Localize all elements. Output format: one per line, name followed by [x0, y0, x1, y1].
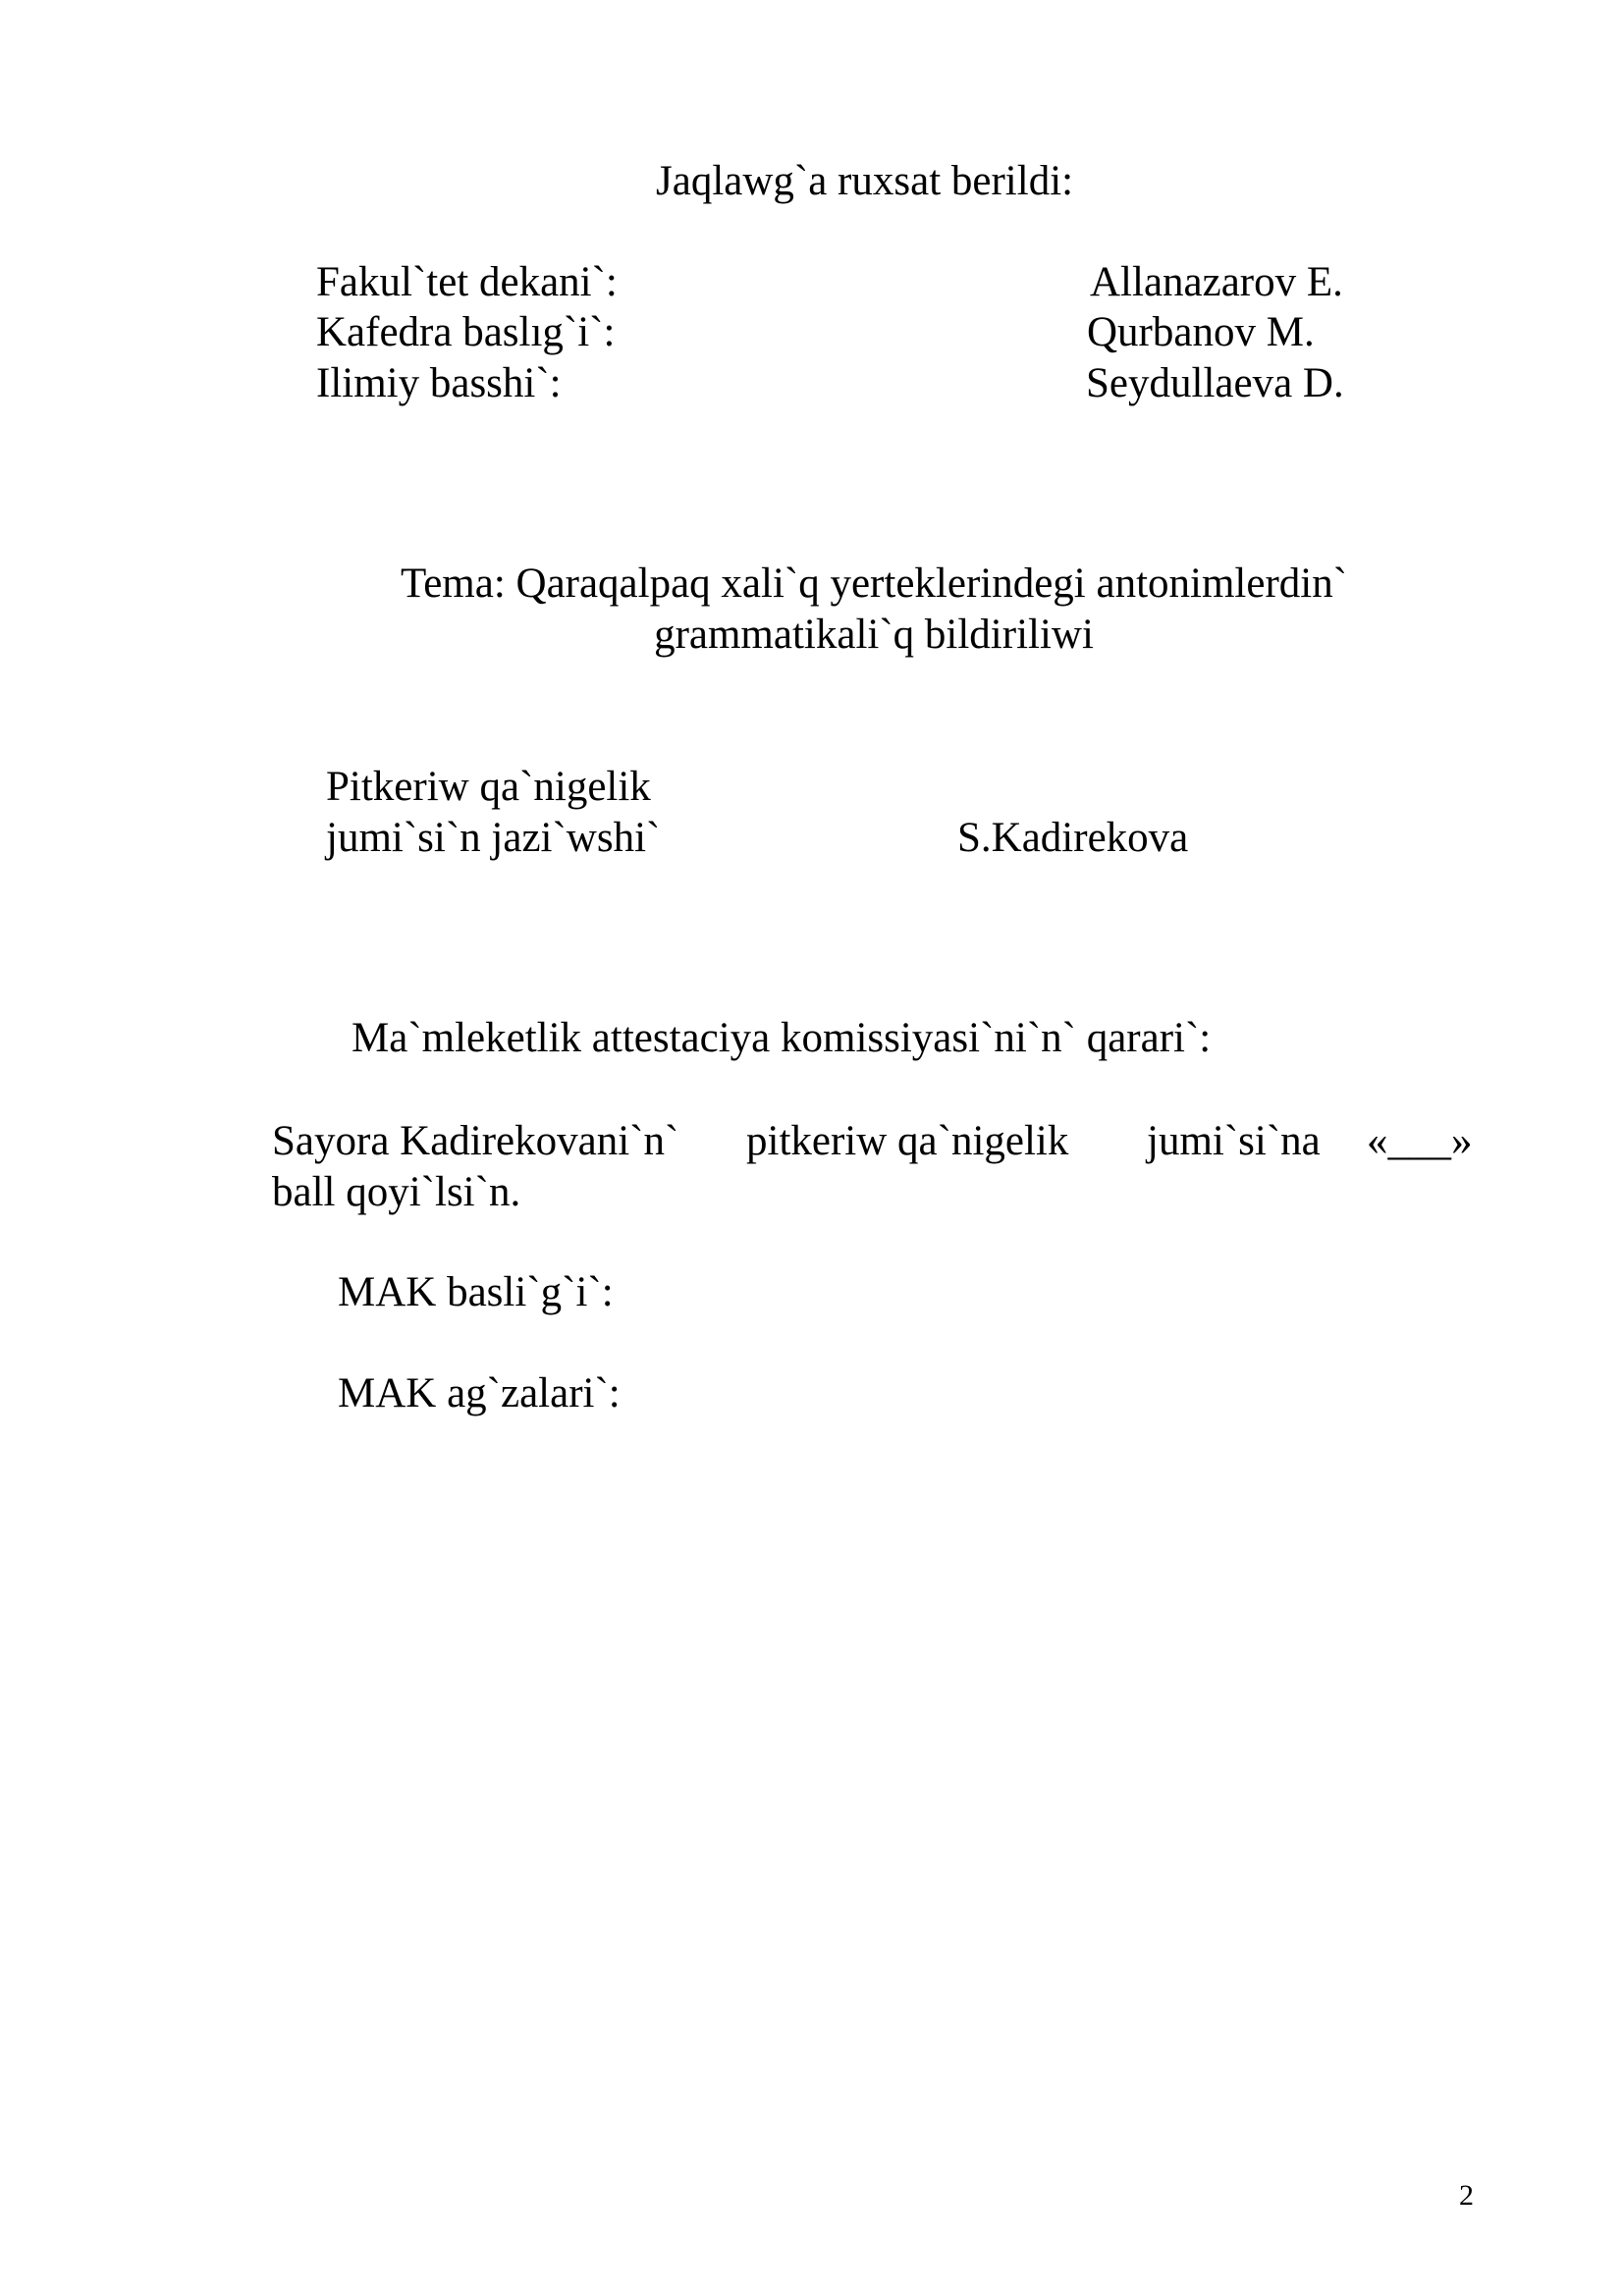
topic-line-1: Tema: Qaraqalpaq xali`q yerteklerindegi antonimlerdin`	[400, 561, 1348, 607]
commission-heading: Ma`mleketlik attestaciya komissiyasi`ni`n` qarari`:	[352, 1015, 1212, 1061]
decision-word-student: Sayora Kadirekovani`n`	[272, 1118, 679, 1164]
signatory-role-department-head: Kafedra baslıg`i`:	[316, 309, 616, 355]
signatory-name-supervisor: Seydullaeva D.	[1086, 360, 1344, 406]
signatory-role-dean: Fakul`tet dekani`:	[316, 259, 618, 305]
decision-word-thesis: pitkeriw qa`nigelik	[746, 1118, 1069, 1164]
signatory-role-supervisor: Ilimiy basshi`:	[316, 360, 562, 406]
signatory-name-dean: Allanazarov E.	[1090, 259, 1343, 305]
commission-members-label: MAK ag`zalari`:	[338, 1370, 621, 1416]
decision-line-2: ball qoyi`lsi`n.	[272, 1169, 521, 1215]
author-label-line-1: Pitkeriw qa`nigelik	[326, 764, 651, 810]
page-number: 2	[1459, 2179, 1474, 2212]
decision-word-work: jumi`si`na	[1147, 1118, 1321, 1164]
signatory-name-department-head: Qurbanov M.	[1087, 309, 1315, 355]
commission-chair-label: MAK basli`g`i`:	[338, 1269, 614, 1315]
author-name: S.Kadirekova	[957, 815, 1189, 861]
topic-line-2: grammatikali`q bildiriliwi	[654, 612, 1094, 658]
decision-score-blank: «___»	[1367, 1118, 1473, 1164]
author-label-line-2: jumi`si`n jazi`wshi`	[326, 815, 661, 861]
approval-heading: Jaqlawg`a ruxsat berildi:	[656, 158, 1074, 204]
